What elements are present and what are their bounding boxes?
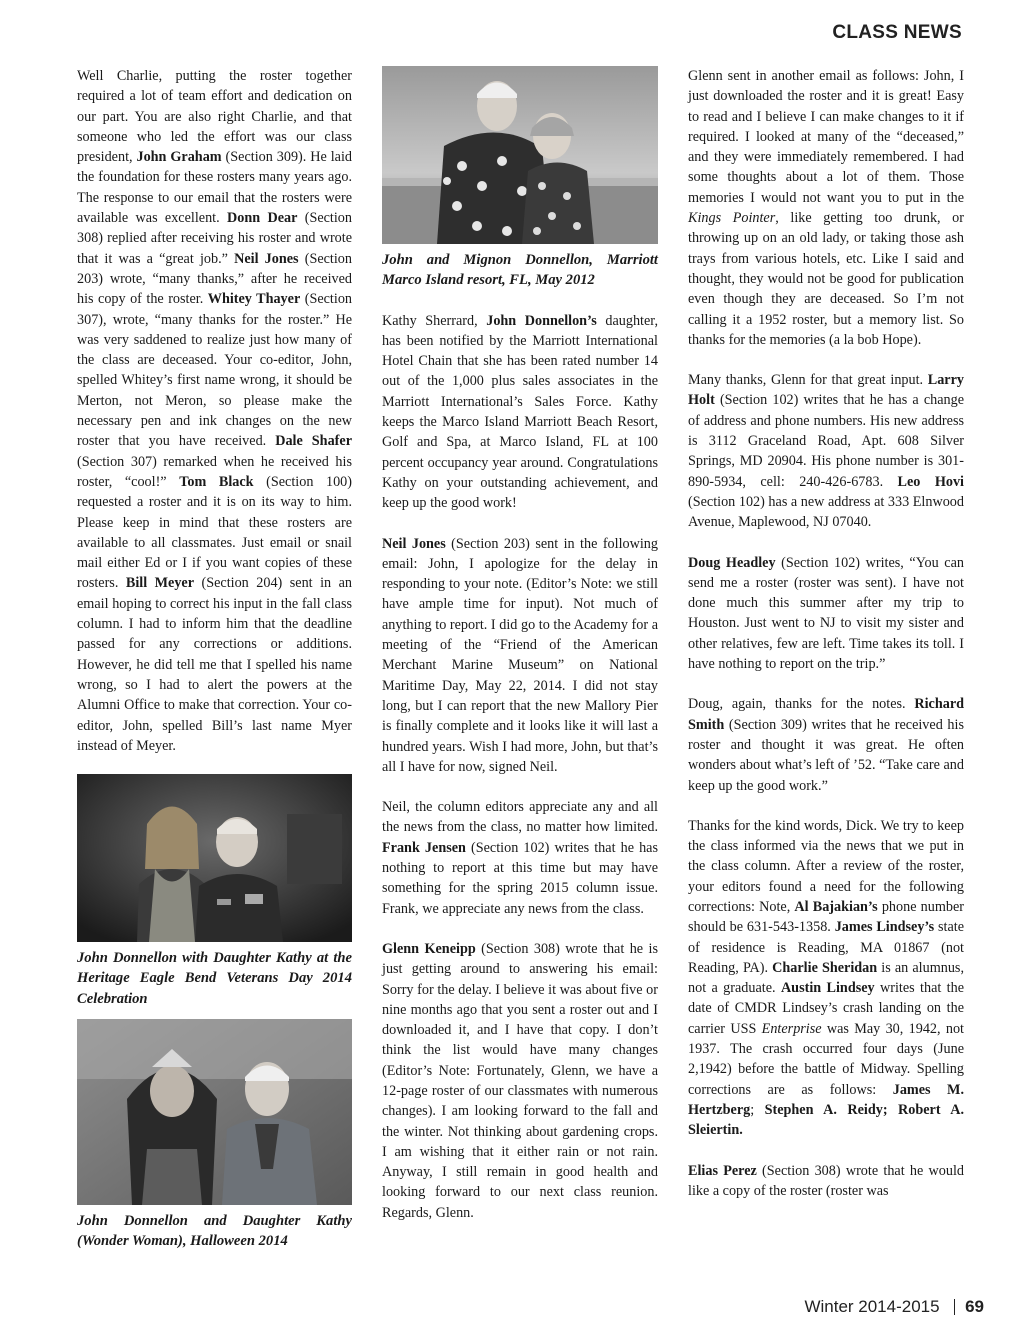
article-paragraph xyxy=(77,66,352,756)
bold-name: Neil Jones xyxy=(382,535,446,552)
text-run: (Section 203) sent in the following email: John, I apologize for the delay in responding to your note. (Editor’s Note: we still have ample time for input). Not much of anything to report. I did go to the Academy for a meeting of the “Friend of the American Merchant Marine Museum” on National Maritime Day, May 22, 2014. I did not stay long, but I can report that the new Mallory Pier is finally complete and it looks like it will last a hundred years. Wish I had more, John, but that’s all I have for now, signed Neil. xyxy=(382,535,658,775)
text-run: (Section 308) wrote that he would like a copy of the roster (roster was xyxy=(688,1162,964,1199)
text-run: (Section 102) has a new address at 333 Elnwood Avenue, Maplewood, NJ 07040. xyxy=(688,493,964,531)
text-run: daughter, has been notified by the Marriott International Hotel Chain that she has been rated number 14 out of the 1,000 plus sales associates in the Marriott International’s Sales Force. Kathy keeps the Marco Island Marriott Beach Resort, Golf and Spa, at Marco Island, FL at 100 percent occupancy year around. Congratulations Kathy on your outstanding achievement, and keep up the good work! xyxy=(382,312,658,512)
photo-marco-island xyxy=(382,66,658,244)
article-paragraph xyxy=(688,1161,964,1202)
article-paragraph xyxy=(382,939,658,1223)
bold-name: John Donnellon’s xyxy=(486,312,597,329)
text-run: was May 30, 1942, not 1937. The crash occurred four days (June 2,1942) before the battle of Midway. Spelling corrections are as follows: xyxy=(688,1020,964,1098)
footer-divider xyxy=(954,1299,956,1315)
bold-name: Elias Perez xyxy=(688,1162,757,1179)
text-run: Kathy Sherrard, xyxy=(382,312,487,329)
column-2 xyxy=(382,66,658,1223)
bold-name: Al Bajakian’s xyxy=(794,898,878,915)
article-paragraph xyxy=(382,797,658,919)
text-run: (Section 307) remarked when he received his roster, “cool!” xyxy=(77,453,352,490)
text-run: (Section 308) wrote that he is just getting around to answering his email: Sorry for the delay. I believe it was about five or nine months ago that you sent a roster out and I downloaded it, and I have that copy. I don’t think the list would have many changes (Editor’s Note: Fortunately, Glenn, we have a 12-page roster of our classmates with numerous changes). I am looking forward to the fall and the winter. Not thinking about gardening crops. I am wishing that it either rain or not rain. Anyway, I still remain in good health and looking forward to our next class reunion. Regards, Glenn. xyxy=(382,940,658,1221)
text-run: state of residence is Reading, MA 01867 (not Reading, PA). xyxy=(688,919,965,976)
bold-name: Dale Shafer xyxy=(275,433,352,450)
bold-name: James M. Hertzberg xyxy=(688,1081,964,1118)
text-run: Neil, the column editors appreciate any and all the news from the class, no matter how limited. xyxy=(382,799,658,836)
text-run: (Section 307), wrote, “many thanks for the roster.” He was very saddened to realize just how many of the class are deceased. Your co-editor, John, spelled Whitey’s first name wrong, it should be Merton, not Meron, so please make the necessary pen and ink changes on the new roster that you have received. xyxy=(77,291,353,450)
text-run: (Section 309). He laid the foundation for these rosters many years ago. The response to our email that the rosters were available was excellent. xyxy=(77,149,352,227)
text-run: is an alumnus, not a graduate. xyxy=(688,959,964,997)
italic-title: Enterprise xyxy=(761,1020,822,1037)
text-run: (Section 308) replied after receiving his roster and wrote that it was a “great job.” xyxy=(77,210,352,267)
text-run: (Section 102) writes that he has nothing to report at this time but may have something for the spring 2015 column issue. Frank, we appreciate any news from the class. xyxy=(382,839,658,917)
bold-name: Leo Hovi xyxy=(897,473,964,490)
text-run xyxy=(888,1102,898,1118)
bold-name: Austin Lindsey xyxy=(780,980,875,997)
text-run: (Section 102) writes, “You can send me a roster (roster was sent). I have not done much this summer after my trip to Houston. Just went to NJ to visit my sister and other relatives, few are left. Time takes its toll. I have nothing to report on the trip.” xyxy=(688,554,964,673)
bold-name: John Graham xyxy=(136,149,222,166)
bold-name: Donn Dear xyxy=(227,210,298,227)
issue-label: Winter 2014-2015 xyxy=(804,1297,940,1316)
article-paragraph xyxy=(688,66,964,350)
photo-caption: John Donnellon with Daughter Kathy at the Heritage Eagle Bend Veterans Day 2014 Celebration xyxy=(77,950,352,1007)
column-3 xyxy=(688,66,964,1201)
bold-name: Stephen A. Reidy; xyxy=(764,1101,888,1118)
text-run: (Section 100) requested a roster and it is on its way to him. Please keep in mind that these rosters are available to all classmates. Just email or snail mail either Ed or I if you want copies of these rosters. xyxy=(77,473,352,592)
section-title: CLASS NEWS xyxy=(832,22,962,43)
article-paragraph xyxy=(688,553,964,675)
text-run: Many thanks, Glenn for that great input. xyxy=(688,372,928,389)
photo-caption: John and Mignon Donnellon, Marriott Marco Island resort, FL, May 2012 xyxy=(382,252,658,289)
article-paragraph xyxy=(688,694,964,795)
page-number: 69 xyxy=(965,1297,984,1316)
bold-name: Bill Meyer xyxy=(125,575,195,592)
text-run: Well Charlie, putting the roster together required a lot of team effort and dedication on our part. You are also right Charlie, and that someone who led the effort was our class president, xyxy=(77,68,352,166)
bold-name: Richard Smith xyxy=(688,696,964,733)
bold-name: Larry Holt xyxy=(688,372,964,409)
text-run: Doug, again, thanks for the notes. xyxy=(688,696,915,713)
text-run: , like getting too drunk, or throwing up on an old lady, or taking those ash trays from various hotels, etc. Like I said and thought, they would not be good for publication even though they are deceased. So I’m not calling it a 1952 roster, but a memory list. So thanks for the memories (a la bob Hope). xyxy=(688,210,965,348)
text-run: (Section 204) sent in an email hoping to correct his input in the fall class column. I had to inform him that the deadline passed for any corrections or additions. However, he did tell me that I spelled his name wrong, so I had to alert the powers at the Alumni Office to make that correction. Your co-editor, John, spelled Bill’s last name Myer instead of Meyer. xyxy=(77,575,352,754)
article-paragraph xyxy=(688,370,964,532)
bold-name: James Lindsey’s xyxy=(834,919,935,936)
column-1 xyxy=(77,66,352,1252)
text-run: Thanks for the kind words, Dick. We try to keep the class informed via the news that we put in the class column. After a review of the roster, your editors found a need for the following corrections: Note, xyxy=(688,817,964,915)
bold-name: Glenn Keneipp xyxy=(382,940,476,957)
article-paragraph xyxy=(382,534,658,778)
text-run: Glenn sent in another email as follows: John, I just downloaded the roster and it is great! Easy to read and I believe I can make changes to it if required. I looked at many of the “deceased,” and they were immediately remembered. I had some thoughts about a lot of them. Those memories I would not want you to put in the xyxy=(688,68,964,206)
bold-name: Robert A. Sleiertin. xyxy=(688,1101,964,1139)
text-run: (Section 102) writes that he has a change of address and phone numbers. His new address is 3112 Graceland Road, Apt. 608 Silver Springs, MD 20904. His phone number is 301-890-5934, cell: 240-426-6783. xyxy=(688,392,964,490)
text-run: (Section 309) writes that he received his roster and thought it was great. He often wonders about what’s left of ’52. “Take care and keep up the good work.” xyxy=(688,716,964,794)
page-footer xyxy=(804,1297,984,1317)
bold-name: Neil Jones xyxy=(234,250,299,267)
photo-veterans-day xyxy=(77,774,352,942)
bold-name: Charlie Sheridan xyxy=(772,959,878,976)
bold-name: Whitey Thayer xyxy=(207,291,301,308)
bold-name: Doug Headley xyxy=(688,554,776,571)
article-paragraph xyxy=(382,311,658,514)
bold-name: Tom Black xyxy=(179,473,254,490)
photo-caption: John Donnellon and Daughter Kathy (Wonder Woman), Halloween 2014 xyxy=(77,1212,352,1250)
photo-halloween xyxy=(77,1019,352,1205)
text-run: ; xyxy=(750,1101,765,1118)
bold-name: Frank Jensen xyxy=(382,839,466,856)
article-paragraph xyxy=(688,816,964,1141)
text-run: writes that the date of CMDR Lindsey’s crash landing on the carrier USS xyxy=(688,980,965,1037)
text-run: phone number should be 631-543-1358. xyxy=(688,898,964,936)
text-run: (Section 203) wrote, “many thanks,” after he received his copy of the roster. xyxy=(77,250,352,308)
italic-title: Kings Pointer xyxy=(688,210,776,227)
